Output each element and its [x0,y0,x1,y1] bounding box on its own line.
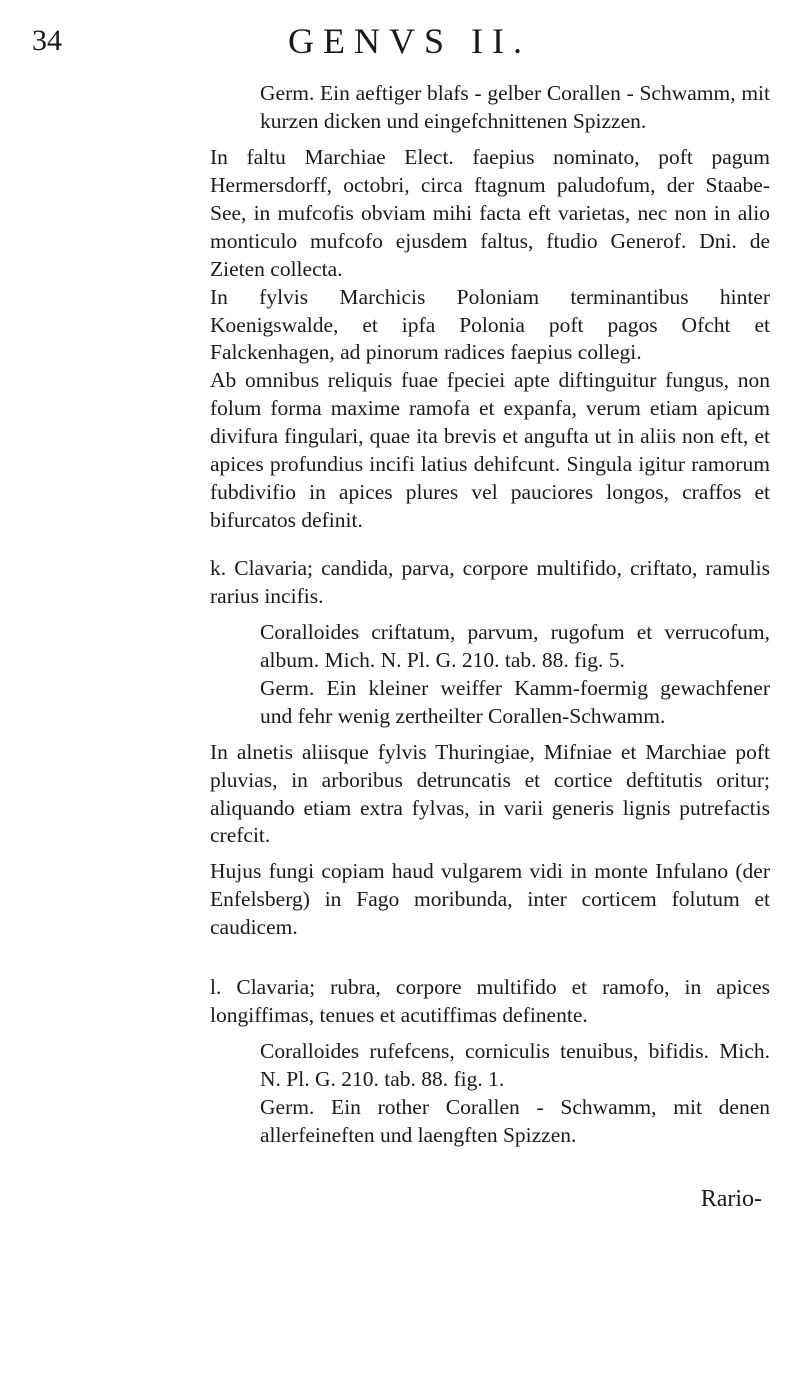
running-head: GENVS II. [288,21,531,61]
paragraph-habitat-4: Hujus fungi copiam haud vulgarem vidi in monte Infulano (der Enfelsberg) in Fago moribunda, inter corticem folutum et caudicem. [210,859,770,940]
species-k-synonym: Coralloides criftatum, parvum, rugofum et verrucofum, album. Mich. N. Pl. G. 210. tab. 88. fig. 5. [260,619,770,672]
german-name-3: Germ. Ein rother Corallen - Schwamm, mit denen allerfeineften und laengften Spizzen. [260,1094,770,1147]
paragraph-habitat-3: In alnetis aliisque fylvis Thuringiae, Mifniae et Marchiae poft pluvias, in arboribus detruncatis et cortice deftitutis oritur; aliquando etiam extra fylvas, in varii generis lignis putrefactis crefcit. [210,739,770,848]
species-k-diagnosis: k. Clavaria; candida, parva, corpore multifido, criftato, ramulis rarius incifis. [210,556,770,608]
page-number: 34 [32,24,62,57]
german-name-2: Germ. Ein kleiner weiffer Kamm-foermig gewachfener und fehr wenig zertheilter Corallen-Schwamm. [260,675,770,728]
species-l-synonym: Coralloides rufefcens, corniculis tenuibus, bifidis. Mich. N. Pl. G. 210. tab. 88. fig. 1. [260,1039,770,1091]
paragraph-habitat-2: In fylvis Marchicis Poloniam terminantibus hinter Koenigswalde, et ipfa Polonia poft pagos Ofcht et Falckenhagen, ad pinorum radices faepius collegi. [210,284,770,365]
page-header [0,21,800,84]
catchword: Rario- [700,1185,762,1212]
paragraph-habitat-1: In faltu Marchiae Elect. faepius nominato, poft pagum Hermersdorff, octobri, circa ftagnum paludofum, der Staabe-See, in mufcofis obviam mihi facta eft varietas, nec non in alio monticulo mufcofo ejusdem faltus, ftudio Generof. Dni. de Zieten collecta. [210,144,770,281]
species-l-diagnosis: l. Clavaria; rubra, corpore multifido et ramofo, in apices longiffimas, tenues et acutiffimas definente. [210,975,770,1028]
paragraph-description: Ab omnibus reliquis fuae fpeciei apte diftinguitur fungus, non folum forma maxime ramofa et expanfa, verum etiam apicum divifura fingulari, quae ita brevis et angufta ut in aliis non eft, et apices profundius incifi latius dehifcunt. Singula igitur ramorum fubdivifio in apices plures vel pauciores longos, craffos et bifurcatos definit. [210,368,770,533]
page-body [210,80,770,1239]
german-name-1: Germ. Ein aeftiger blafs - gelber Corallen - Schwamm, mit kurzen dicken und eingefchnittenen Spizzen. [260,81,770,133]
